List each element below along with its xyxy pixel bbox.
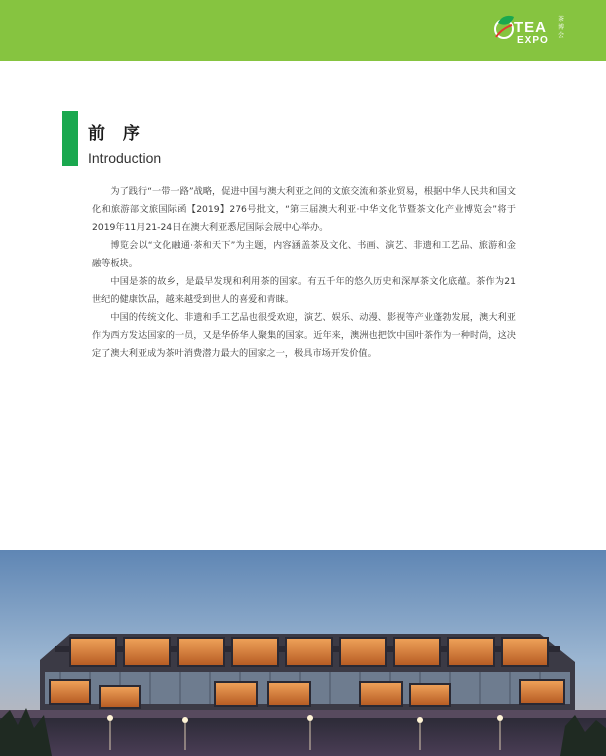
paragraph: 中国的传统文化、非遗和手工艺品也很受欢迎，演艺、娱乐、动漫、影视等产业蓬勃发展，澳大利亚作为西方发达国家的一员，又是华侨华人聚集的国家。近年来，澳洲也把饮中国叶茶作为一种时尚，这决定了澳大利亚成为茶叶消费潜力最大的国家之一，极具市场开发价值。 <box>92 312 516 359</box>
section-accent-bar <box>62 111 78 166</box>
logo-tea-text: TEA <box>514 19 547 36</box>
tea-expo-logo <box>492 13 576 49</box>
paragraph: 中国是茶的故乡，是最早发现和利用茶的国家。有五千年的悠久历史和深厚茶文化底蕴。茶作为21世纪的健康饮品，越来越受到世人的喜爱和青睐。 <box>92 276 516 305</box>
header-bar <box>0 0 606 61</box>
paragraph: 博览会以“文化融通·茶和天下”为主题，内容涵盖茶及文化、书画、演艺、非遗和工艺品、旅游和金融等板块。 <box>92 240 516 269</box>
page-title: 前 序 <box>88 124 146 144</box>
tea-leaf-icon <box>492 13 516 43</box>
convention-centre-photo <box>0 550 606 756</box>
convention-centre-illustration <box>0 550 606 756</box>
page-subtitle: Introduction <box>88 150 162 166</box>
intro-body <box>92 183 516 363</box>
paragraph: 为了践行“一带一路”战略，促进中国与澳大利亚之间的文旅交流和茶业贸易，根据中华人民共和国文化和旅游部文旅国际函【2019】276号批文，“第三届澳大利亚·中华文化节暨茶文化产业博览会”将于2019年11月21-24日在澳大利亚悉尼国际会展中心举办。 <box>92 186 516 233</box>
logo-expo-text: EXPO <box>517 35 549 46</box>
logo-chinese-text: 茶博会 <box>558 16 565 39</box>
